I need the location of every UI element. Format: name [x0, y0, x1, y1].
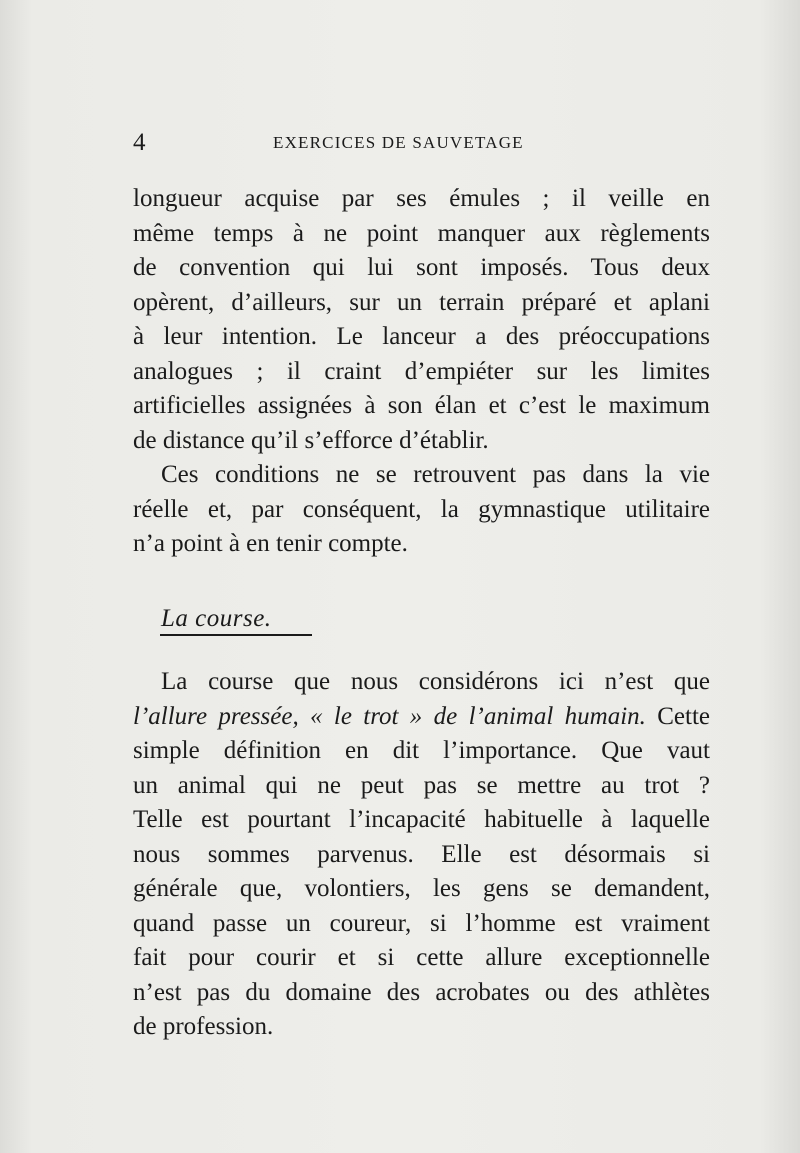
text-line: La course que nous considérons ici n’est que — [161, 668, 710, 695]
heading-underline — [160, 634, 312, 636]
text-line: n’est pas du domaine des acrobates ou des athlètes — [133, 978, 710, 1006]
text-fragment: Cette — [645, 702, 711, 730]
text-line: fait pour courir et si cette allure exceptionnelle — [133, 944, 710, 971]
text-line-mixed — [133, 700, 710, 735]
italic-phrase: l’allure pressée, « le trot » de l’animal humain. — [133, 702, 646, 730]
text-line: artificielles assignées à son élan et c’est le maximum — [133, 392, 710, 419]
text-line: analogues ; il craint d’empiéter sur les limites — [133, 357, 710, 385]
text-line: Telle est pourtant l’incapacité habituelle à laquelle — [133, 806, 710, 833]
text-line: même temps à ne point manquer aux règlements — [133, 219, 710, 247]
text-line: Ces conditions ne se retrouvent pas dans la vie — [161, 461, 710, 488]
body-text-top — [133, 182, 710, 562]
text-line: simple définition en dit l’importance. Que vaut — [133, 737, 710, 764]
text-line: générale que, volontiers, les gens se demandent, — [133, 875, 710, 902]
page-number: 4 — [133, 129, 146, 156]
text-line: n’a point à en tenir compte. — [133, 530, 408, 557]
text-line: à leur intention. Le lanceur a des préoccupations — [133, 323, 710, 350]
text-line: de profession. — [133, 1013, 274, 1040]
text-line: de distance qu’il s’efforce d’établir. — [133, 426, 489, 454]
text-line: opèrent, d’ailleurs, sur un terrain préparé et aplani — [133, 288, 710, 316]
text-line: de convention qui lui sont imposés. Tous deux — [133, 254, 710, 281]
page-header — [133, 128, 710, 158]
running-title: EXERCICES DE SAUVETAGE — [273, 133, 524, 152]
text-line: longueur acquise par ses émules ; il veille en — [133, 185, 710, 212]
section-heading: La course. — [161, 605, 272, 632]
text-line: quand passe un coureur, si l’homme est vraiment — [133, 909, 710, 937]
body-text-bottom — [133, 665, 710, 1045]
text-line: un animal qui ne peut pas se mettre au trot ? — [133, 771, 710, 799]
text-line: nous sommes parvenus. Elle est désormais si — [133, 840, 710, 868]
text-line: réelle et, par conséquent, la gymnastique utilitaire — [133, 495, 710, 523]
